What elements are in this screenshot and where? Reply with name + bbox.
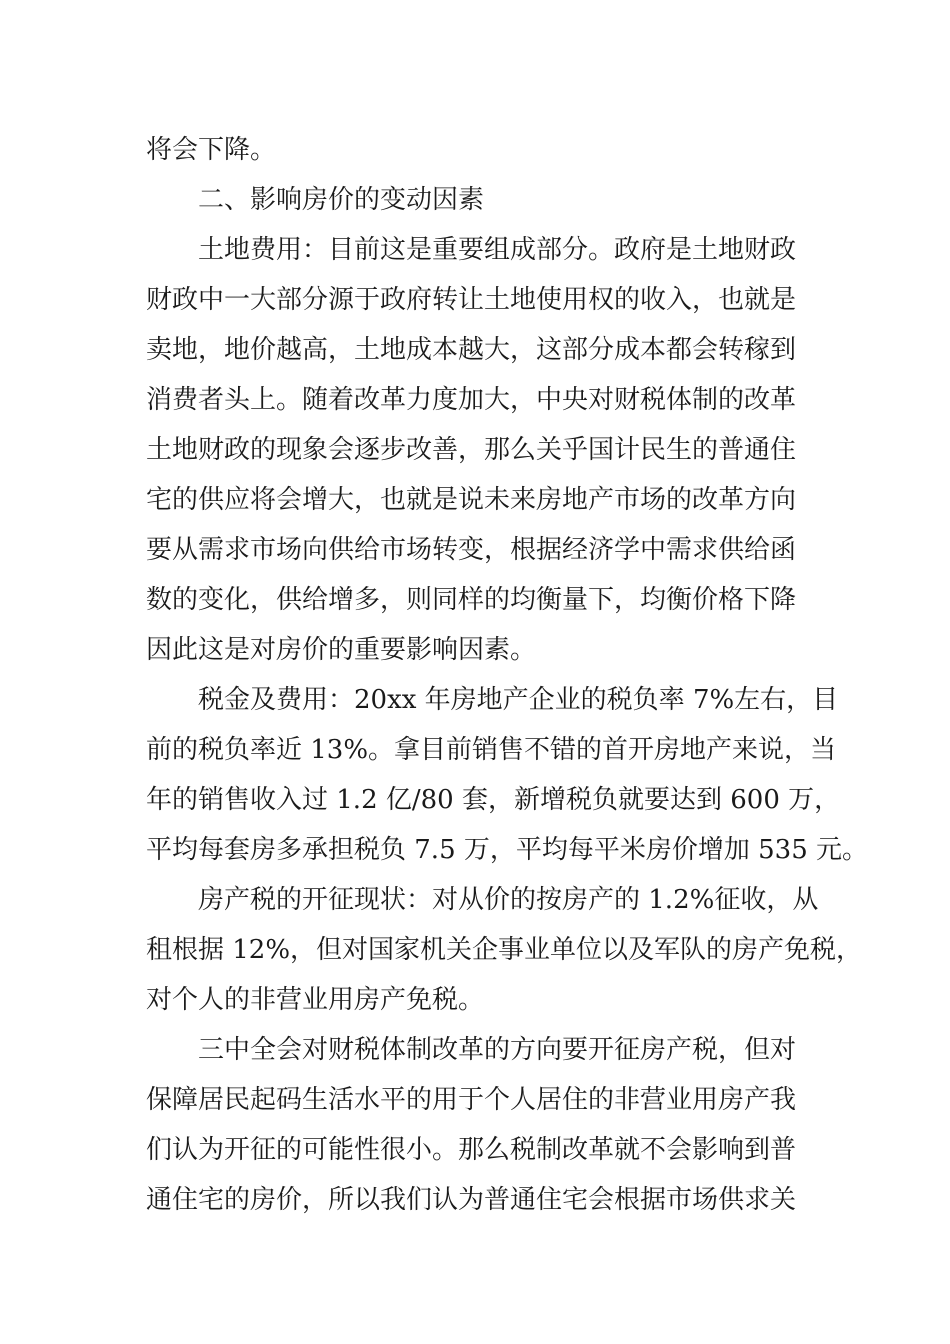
text-line: 平均每套房多承担税负 7.5 万，平均每平米房价增加 535 元。 [146, 835, 869, 865]
section-heading: 二、影响房价的变动因素 [198, 185, 485, 215]
text-line: 土地财政的现象会逐步改善，那么关乎国计民生的普通住 [146, 435, 797, 465]
text-line: 保障居民起码生活水平的用于个人居住的非营业用房产我 [146, 1085, 797, 1115]
text-line: 通住宅的房价，所以我们认为普通住宅会根据市场供求关 [146, 1185, 797, 1215]
text-line: 消费者头上。随着改革力度加大，中央对财税体制的改革 [146, 385, 797, 415]
text-line: 数的变化，供给增多，则同样的均衡量下，均衡价格下降 [146, 585, 797, 615]
text-line: 宅的供应将会增大，也就是说未来房地产市场的改革方向 [146, 485, 797, 515]
text-line: 年的销售收入过 1.2 亿/80 套，新增税负就要达到 600 万， [146, 785, 841, 815]
text-line: 因此这是对房价的重要影响因素。 [146, 635, 537, 665]
text-line: 土地费用：目前这是重要组成部分。政府是土地财政 [198, 235, 797, 265]
text-line: 财政中一大部分源于政府转让土地使用权的收入，也就是 [146, 285, 797, 315]
text-line: 对个人的非营业用房产免税。 [146, 985, 485, 1015]
text-line: 要从需求市场向供给市场转变，根据经济学中需求供给函 [146, 535, 797, 565]
text-line: 租根据 12%，但对国家机关企事业单位以及军队的房产免税， [146, 935, 863, 965]
text-line: 卖地，地价越高，土地成本越大，这部分成本都会转稼到 [146, 335, 797, 365]
text-line: 房产税的开征现状：对从价的按房产的 1.2%征收，从 [198, 885, 819, 915]
text-line: 三中全会对财税体制改革的方向要开征房产税，但对 [198, 1035, 797, 1065]
text-line: 将会下降。 [146, 135, 277, 165]
text-line: 前的税负率近 13%。拿目前销售不错的首开房地产来说，当 [146, 735, 837, 765]
text-line: 税金及费用：20xx 年房地产企业的税负率 7%左右，目 [198, 685, 839, 715]
text-line: 们认为开征的可能性很小。那么税制改革就不会影响到普 [146, 1135, 797, 1165]
